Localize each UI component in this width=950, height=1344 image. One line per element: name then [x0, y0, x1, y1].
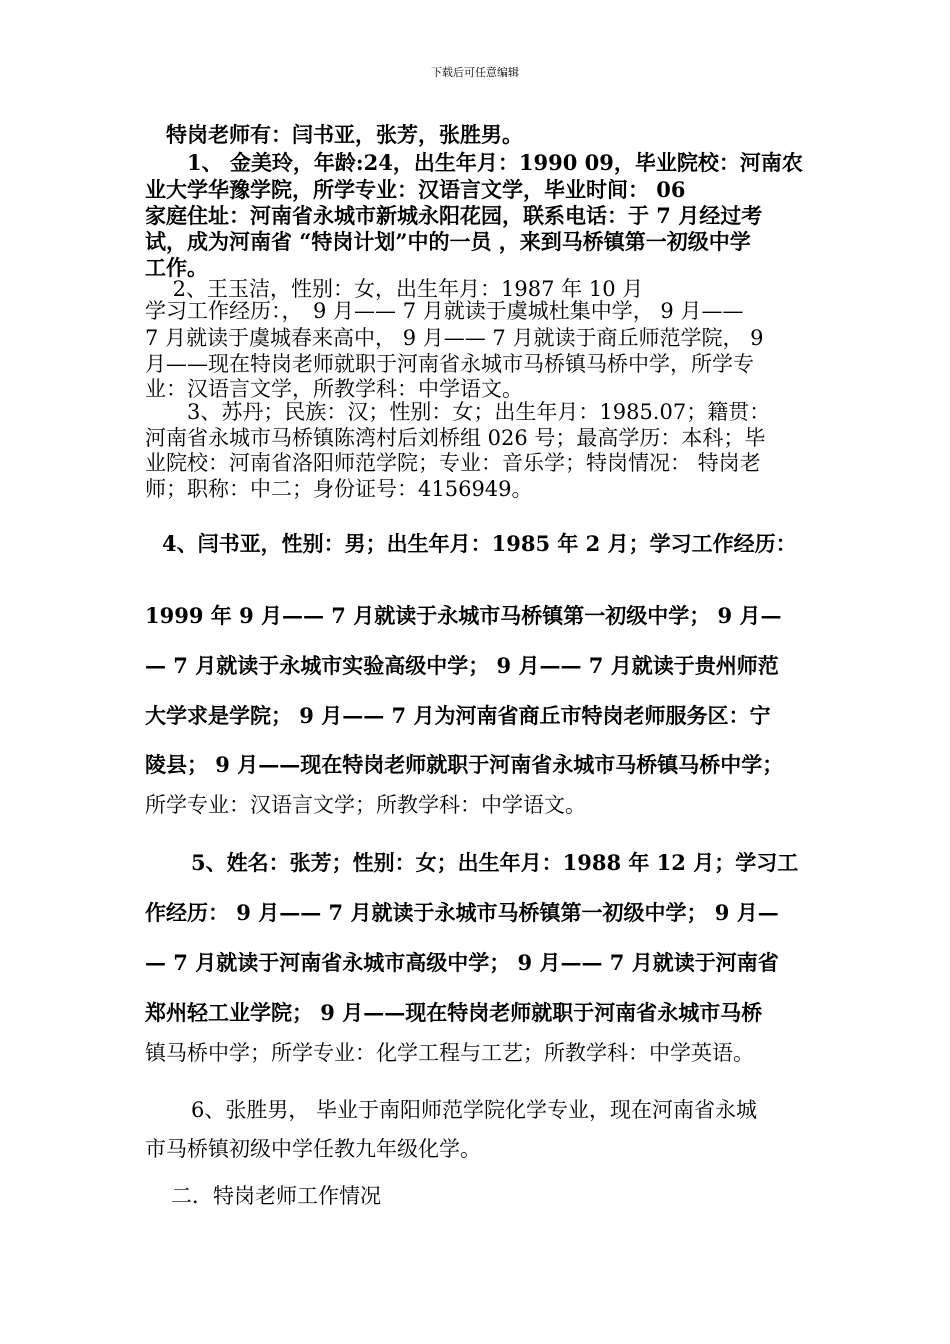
paragraph-3-line: 业院校：河南省洛阳师范学院；专业：音乐学；特岗情况： 特岗老: [145, 451, 761, 475]
paragraph-5-line: 5、姓名：张芳；性别：女；出生年月：1988 年 12 月；学习工: [170, 850, 799, 875]
paragraph-3-line: 河南省永城市马桥镇陈湾村后刘桥组 026 号；最高学历：本科；毕: [145, 426, 766, 450]
paragraph-3-line: 师；职称：中二；身份证号：4156949。: [145, 477, 533, 501]
paragraph-1-line: 1、 金美玲，年龄:24，出生年月：1990 09，毕业院校：河南农: [145, 150, 803, 175]
paragraph-5-line: 郑州轻工业学院； 9 月——现在特岗老师就职于河南省永城市马桥: [145, 1000, 763, 1025]
paragraph-6-line: 6、张胜男， 毕业于南阳师范学院化学专业，现在河南省永城: [170, 1098, 758, 1122]
paragraph-4-line: 所学专业：汉语言文学；所教学科：中学语文。: [145, 793, 586, 817]
section-heading: 二．特岗老师工作情况: [150, 1184, 381, 1208]
paragraph-4-line: 4、闫书亚，性别：男；出生年月：1985 年 2 月；学习工作经历：: [162, 531, 797, 556]
page-header: 下载后可任意编辑: [431, 66, 519, 79]
intro-line: 特岗老师有：闫书亚，张芳，张胜男。: [145, 122, 523, 147]
paragraph-3-line: 3、苏丹；民族：汉；性别：女；出生年月：1985.07；籍贯：: [145, 400, 771, 424]
paragraph-2-line: 月——现在特岗老师就职于河南省永城市马桥镇马桥中学，所学专: [145, 352, 754, 376]
paragraph-1-line: 家庭住址：河南省永城市新城永阳花园，联系电话：于 7 月经过考: [145, 203, 763, 228]
paragraph-1-line: 业大学华豫学院，所学专业：汉语言文学，毕业时间： 06: [145, 177, 686, 202]
paragraph-4-line: 大学求是学院； 9 月—— 7 月为河南省商丘市特岗老师服务区：宁: [145, 703, 771, 728]
paragraph-4-line: 陵县； 9 月——现在特岗老师就职于河南省永城市马桥镇马桥中学；: [145, 752, 784, 777]
paragraph-1-line: 试，成为河南省 “特岗计划”中的一员 ，来到马桥镇第一初级中学: [145, 229, 751, 254]
paragraph-4-line: 1999 年 9 月—— 7 月就读于永城市马桥镇第一初级中学； 9 月—: [145, 603, 782, 628]
paragraph-2-line: 业：汉语言文学，所教学科：中学语文。: [145, 377, 523, 401]
paragraph-5-line: — 7 月就读于河南省永城市高级中学； 9 月—— 7 月就读于河南省: [145, 950, 779, 975]
paragraph-2-line: 7 月就读于虞城春来高中， 9 月—— 7 月就读于商丘师范学院， 9: [145, 326, 764, 350]
paragraph-2-line: 学习工作经历：， 9 月—— 7 月就读于虞城杜集中学， 9 月——: [145, 299, 744, 323]
paragraph-6-line: 市马桥镇初级中学任教九年级化学。: [145, 1137, 481, 1161]
paragraph-1-line: 工作。: [145, 255, 208, 280]
paragraph-2-line: 2、王玉洁，性别：女，出生年月：1987 年 10 月: [145, 277, 644, 301]
paragraph-4-line: — 7 月就读于永城市实验高级中学； 9 月—— 7 月就读于贵州师范: [145, 653, 779, 678]
paragraph-5-line: 镇马桥中学；所学专业：化学工程与工艺；所教学科：中学英语。: [145, 1041, 754, 1065]
paragraph-5-line: 作经历： 9 月—— 7 月就读于永城市马桥镇第一初级中学； 9 月—: [145, 900, 779, 925]
